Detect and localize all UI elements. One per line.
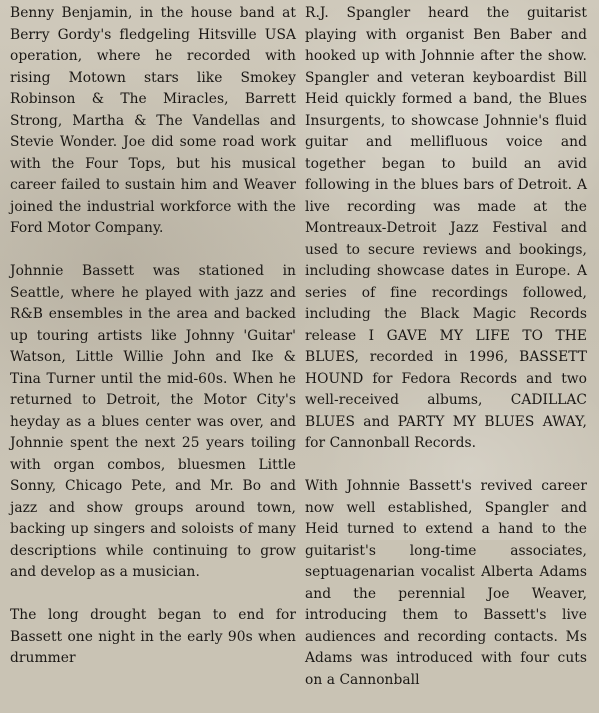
paragraph: Johnnie Bassett was stationed in Seattle, where he played with jazz and R&B ensembles in the area and backed up touring artists like Johnny 'Guitar' Watson, Little Willie John and Ike & Tina Turner until the mid-60s. When he returned to Detroit, the Motor City's heyday as a blues center was over, and Johnnie spent the next 25 years toiling with organ combos, bluesmen Little Sonny, Chicago Pete, and Mr. Bo and jazz and show groups around town, backing up singers and soloists of many descriptions while continuing to grow and develop as a musician. [10,263,296,580]
paragraph: R.J. Spangler heard the guitarist playing with organist Ben Baber and hooked up with Johnnie after the show. Spangler and veteran keyboardist Bill Heid quickly formed a band, the Blues Insurgents, to showcase Johnnie's fluid guitar and mellifluous voice and together began to build an avid following in the blues bars of Detroit. A live recording was made at the Montreaux-Detroit Jazz Festival and used to secure reviews and bookings, including showcase dates in Europe. A series of fine recordings followed, including the Black Magic Records release I GAVE MY LIFE TO THE BLUES, recorded in 1996, BASSETT HOUND for Fedora Records and two well-received albums, CADILLAC BLUES and PARTY MY BLUES AWAY, for Cannonball Records. [305,5,587,451]
paragraph: Benny Benjamin, in the house band at Berry Gordy's fledgeling Hitsville USA operation, where he recorded with rising Motown stars like Smokey Robinson & The Miracles, Barrett Strong, Martha & The Vandellas and Stevie Wonder. Joe did some road work with the Four Tops, but his musical career failed to sustain him and Weaver joined the industrial workforce with the Ford Motor Company. [10,5,296,236]
left-column [10,3,296,691]
paragraph: With Johnnie Bassett's revived career now well established, Spangler and Heid turned to extend a hand to the guitarist's long-time associates, septuagenarian vocalist Alberta Adams and the perennial Joe Weaver, introducing them to Bassett's live audiences and recording contacts. Ms Adams was introduced with four cuts on a Cannonball [305,478,587,688]
right-column [305,3,587,713]
paragraph: The long drought began to end for Bassett one night in the early 90s when drummer [10,607,296,666]
